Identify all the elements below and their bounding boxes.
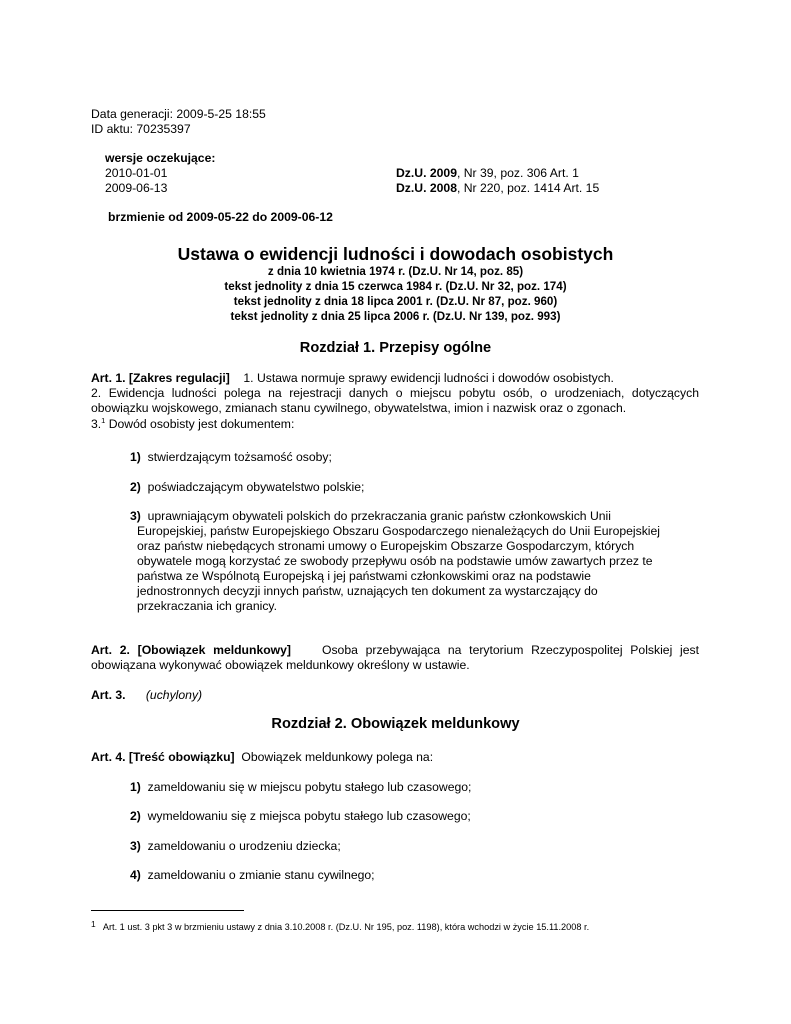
footnote-mark: 1 [91, 919, 96, 929]
title-line: tekst jednolity z dnia 15 czerwca 1984 r. (Dz.U. Nr 32, poz. 174) [224, 280, 567, 293]
item-number: 3) [130, 509, 141, 523]
item-continuation: państwa ze Wspólnotą Europejską i jej państwami członkowskimi oraz na podstawie [137, 569, 591, 583]
pending-version-ref-rest: , Nr 220, poz. 1414 Art. 15 [456, 181, 600, 195]
title-line: tekst jednolity z dnia 18 lipca 2001 r. (Dz.U. Nr 87, poz. 960) [233, 295, 558, 308]
article-paragraph: 2. Ewidencja ludności polega na rejestracji danych o miejscu pobytu osób, o urodzeniach, dotyczących [91, 386, 699, 400]
footnote-reference: 1 [101, 416, 106, 425]
article-1-line [91, 371, 614, 387]
article-text: (uchylony) [145, 688, 203, 702]
item-text: zameldowaniu o zmianie stanu cywilnego; [147, 868, 375, 882]
article-text: Osoba przebywająca na terytorium Rzeczypospolitej Polskiej jest [321, 643, 699, 657]
item-number: 1) [130, 780, 141, 794]
article-2-line [91, 643, 699, 659]
article-text: Obowiązek meldunkowy polega na: [241, 750, 434, 764]
version-range: brzmienie od 2009-05-22 do 2009-06-12 [108, 210, 333, 224]
pending-versions-label: wersje oczekujące: [105, 151, 216, 165]
article-paragraph: 1. Ustawa normuje sprawy ewidencji ludności i dowodów osobistych. [243, 371, 614, 385]
item-number: 2) [130, 809, 141, 823]
article-3-line [91, 688, 202, 704]
item-number: 2) [130, 480, 141, 494]
item-text: zameldowaniu o urodzeniu dziecka; [147, 839, 341, 853]
article-paragraph [91, 417, 294, 433]
title-line: tekst jednolity z dnia 25 lipca 2006 r. (Dz.U. Nr 139, poz. 993) [230, 310, 561, 323]
list-item [130, 509, 611, 525]
item-continuation: oraz państw niebędących stronami umowy o Europejskim Obszarze Gospodarczym, których [137, 539, 635, 553]
generation-date: Data generacji: 2009-5-25 18:55 [91, 107, 266, 121]
title-line: z dnia 10 kwietnia 1974 r. (Dz.U. Nr 14, poz. 85) [267, 265, 524, 278]
article-heading: Art. 4. [Treść obowiązku] [91, 750, 235, 764]
paragraph-number: 3. [91, 417, 102, 431]
list-item [130, 868, 375, 884]
item-continuation: jednostronnych decyzji innych państw, uznających ten dokument za wystarczający do [137, 584, 598, 598]
chapter-heading: Rozdział 1. Przepisy ogólne [299, 340, 492, 356]
item-text: zameldowaniu się w miejscu pobytu stałego lub czasowego; [147, 780, 472, 794]
footnote [91, 918, 589, 933]
item-number: 4) [130, 868, 141, 882]
item-continuation: przekraczania ich granicy. [137, 599, 277, 613]
pending-version-date: 2010-01-01 [105, 166, 168, 180]
item-continuation: Europejskiej, państw Europejskiego Obszaru Gospodarczego nienależących do Unii Europejskiej [137, 524, 660, 538]
pending-version-ref [396, 166, 579, 182]
paragraph-text: Dowód osobisty jest dokumentem: [105, 417, 295, 431]
article-text: obowiązana wykonywać obowiązek meldunkowy określony w ustawie. [91, 658, 470, 672]
article-paragraph: obowiązku wojskowego, zmianach stanu cywilnego, obywatelstwa, imion i nazwisk oraz o zgonach. [91, 401, 627, 415]
item-number: 3) [130, 839, 141, 853]
chapter-heading: Rozdział 2. Obowiązek meldunkowy [271, 716, 520, 732]
list-item [130, 780, 471, 796]
item-text: uprawniającym obywateli polskich do przekraczania granic państw członkowskich Unii [147, 509, 611, 523]
footnote-text: Art. 1 ust. 3 pkt 3 w brzmieniu ustawy z dnia 3.10.2008 r. (Dz.U. Nr 195, poz. 1198), która wchodzi w życie 15.11.2008 r. [102, 922, 590, 932]
article-heading: Art. 2. [Obowiązek meldunkowy] [91, 643, 291, 657]
pending-version-ref-rest: , Nr 39, poz. 306 Art. 1 [456, 166, 579, 180]
list-item [130, 809, 471, 825]
article-4-line [91, 750, 433, 766]
list-item [130, 839, 341, 855]
document-title: Ustawa o ewidencji ludności i dowodach osobistych [177, 244, 614, 264]
pending-version-ref [396, 181, 599, 197]
list-item [130, 480, 364, 496]
article-heading: Art. 3. [91, 688, 126, 702]
pending-version-ref-bold: Dz.U. 2008 [396, 181, 457, 195]
article-heading: Art. 1. [Zakres regulacji] [91, 371, 230, 385]
act-id: ID aktu: 70235397 [91, 122, 191, 136]
item-number: 1) [130, 450, 141, 464]
pending-version-ref-bold: Dz.U. 2009 [396, 166, 457, 180]
item-continuation: obywatele mogą korzystać ze swobody przepływu osób na podstawie umów zawartych przez te [137, 554, 653, 568]
item-text: stwierdzającym tożsamość osoby; [147, 450, 332, 464]
footnote-divider [91, 910, 244, 911]
item-text: poświadczającym obywatelstwo polskie; [147, 480, 365, 494]
item-text: wymeldowaniu się z miejsca pobytu stałego lub czasowego; [147, 809, 471, 823]
list-item [130, 450, 332, 466]
pending-version-date: 2009-06-13 [105, 181, 168, 195]
